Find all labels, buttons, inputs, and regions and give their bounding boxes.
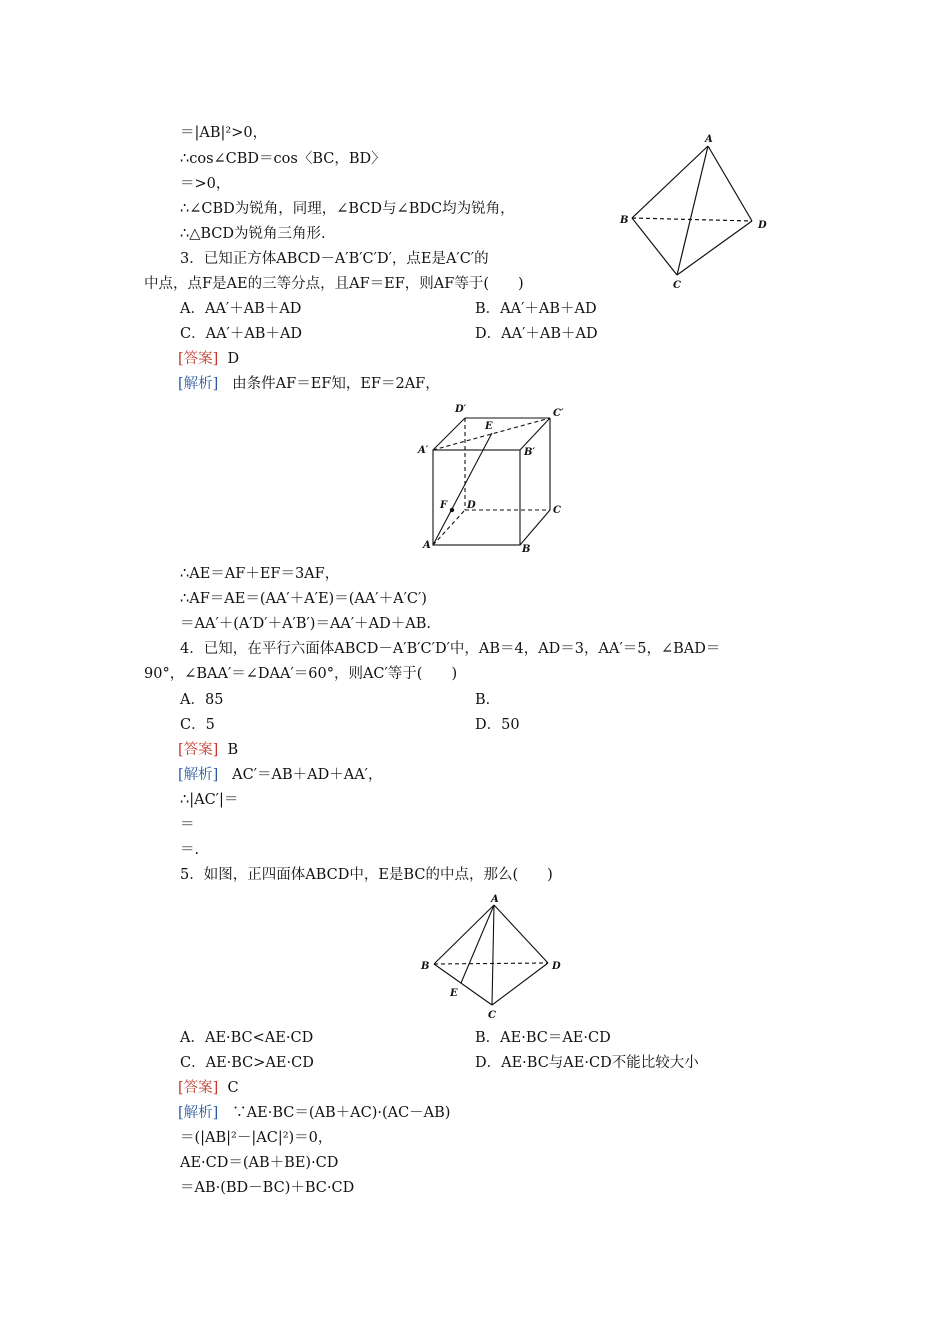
analysis-label: [解析] (178, 1105, 219, 1121)
text-line: ＝. (180, 842, 200, 858)
text-line: ∴AE＝AF＋EF＝3AF， (180, 566, 340, 582)
vertex-label: C (553, 505, 561, 516)
option-b: B．AE·BC＝AE·CD (475, 1030, 611, 1046)
option-a: A．AA′＋AB＋AD (180, 301, 302, 317)
text-line: ＝>0， (180, 176, 231, 192)
option-b: B． (475, 692, 501, 708)
vertex-label: D (552, 961, 561, 972)
analysis-row (178, 1103, 450, 1123)
vertex-label: E (450, 988, 458, 999)
vertex-label: A′ (418, 445, 429, 456)
option-d: D．AE·BC与AE·CD不能比较大小 (475, 1055, 699, 1071)
text-line: ∴△BCD为锐角三角形. (180, 226, 326, 242)
vertex-label: C (488, 1010, 496, 1021)
vertex-label: D′ (455, 404, 467, 415)
question-4-stem: 4．已知，在平行六面体ABCD－A′B′C′D′中，AB＝4，AD＝3，AA′＝5，∠BAD＝ (180, 641, 721, 657)
text-line: ∴|AC′|＝ (180, 792, 239, 808)
vertex-label: A (705, 134, 713, 145)
option-c: C．AA′＋AB＋AD (180, 326, 303, 342)
cube-figure (415, 400, 575, 558)
vertex-label: B (620, 215, 629, 226)
answer-row (178, 740, 238, 760)
text-line: ＝|AB|²>0， (180, 125, 268, 141)
point-f (450, 508, 454, 512)
option-b: B．AA′＋AB＋AD (475, 301, 597, 317)
vertex-label: D (758, 220, 767, 231)
vertex-label: E (485, 421, 493, 432)
answer-value: C (227, 1080, 239, 1096)
vertex-label: C′ (553, 408, 564, 419)
vertex-label: B (421, 961, 430, 972)
answer-value: B (227, 742, 239, 758)
analysis-text: AC′＝AB＋AD＋AA′， (232, 767, 383, 783)
vertex-label: D (467, 500, 476, 511)
option-d: D．AA′＋AB＋AD (475, 326, 598, 342)
tetrahedron-figure (610, 130, 780, 295)
option-a: A．AE·BC<AE·CD (180, 1030, 314, 1046)
answer-label: [答案] (178, 742, 219, 758)
analysis-label: [解析] (178, 376, 219, 392)
text-line: ∴AF＝AE＝(AA′＋A′E)＝(AA′＋A′C′) (180, 591, 427, 607)
option-a: A．85 (180, 692, 224, 708)
question-4-stem: 90°，∠BAA′＝∠DAA′＝60°，则AC′等于( ) (144, 666, 458, 682)
text-line: ＝(|AB|²－|AC|²)＝0， (180, 1130, 333, 1146)
text-line: ＝AB·(BD－BC)＋BC·CD (180, 1180, 355, 1196)
analysis-row (178, 374, 440, 394)
answer-row (178, 349, 239, 369)
answer-label: [答案] (178, 351, 219, 367)
text-line: ＝ (180, 817, 195, 833)
vertex-label: B (522, 544, 531, 555)
vertex-label: C (673, 280, 681, 291)
vertex-label: B′ (524, 447, 536, 458)
vertex-label: A (491, 894, 499, 905)
text-line: ∴∠CBD为锐角，同理，∠BCD与∠BDC均为锐角， (180, 201, 515, 217)
analysis-label: [解析] (178, 767, 219, 783)
vertex-label: A (423, 540, 431, 551)
text-line: ＝AA′＋(A′D′＋A′B′)＝AA′＋AD＋AB. (180, 616, 432, 632)
option-c: C．AE·BC>AE·CD (180, 1055, 314, 1071)
answer-value: D (227, 351, 240, 367)
text-line: ∴cos∠CBD＝cos〈BC，BD〉 (180, 151, 386, 167)
analysis-row (178, 765, 382, 785)
tetrahedron-e-figure (415, 892, 575, 1027)
text-line: AE·CD＝(AB＋BE)·CD (180, 1155, 339, 1171)
answer-label: [答案] (178, 1080, 219, 1096)
option-d: D．50 (475, 717, 520, 733)
analysis-text: ∵AE·BC＝(AB＋AC)·(AC－AB) (232, 1105, 451, 1121)
question-5-stem: 5．如图，正四面体ABCD中，E是BC的中点，那么( ) (180, 867, 553, 883)
question-3-stem: 中点，点F是AE的三等分点，且AF＝EF，则AF等于( ) (144, 276, 524, 292)
analysis-text: 由条件AF＝EF知，EF＝2AF， (232, 376, 440, 392)
option-c: C．5 (180, 717, 215, 733)
vertex-label: F (440, 500, 448, 511)
answer-row (178, 1078, 239, 1098)
question-3-stem: 3．已知正方体ABCD－A′B′C′D′，点E是A′C′的 (180, 251, 489, 267)
